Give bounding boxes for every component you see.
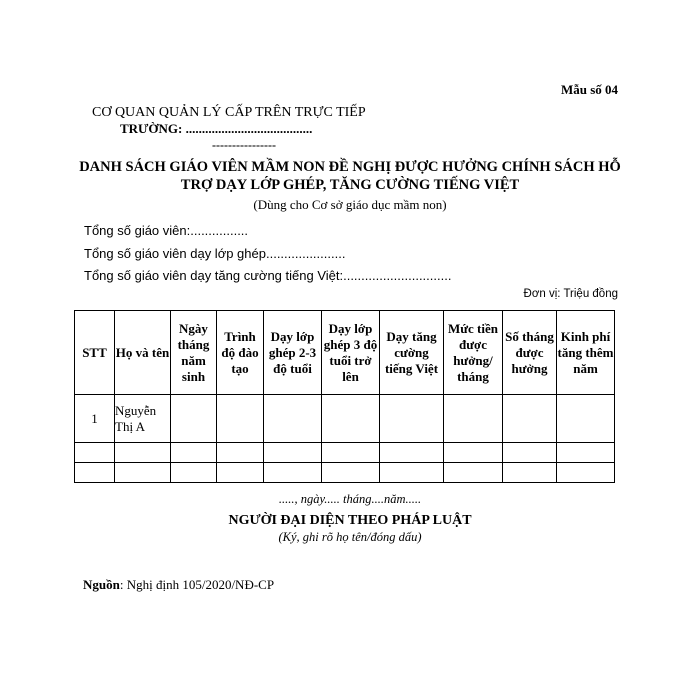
- vietnamese-teachers-line: Tổng số giáo viên dạy tăng cường tiếng Việt:..............................: [84, 268, 452, 283]
- cell-monthly-rate: [444, 395, 503, 443]
- header-birth-date: Ngày tháng năm sinh: [171, 311, 217, 395]
- cell-birth-date: [171, 463, 217, 483]
- cell-vietnamese-reinforcement: [380, 443, 444, 463]
- school-name-field: TRƯỜNG: .......................................: [120, 121, 313, 136]
- cell-stt: 1: [75, 395, 115, 443]
- source-text: : Nghị định 105/2020/NĐ-CP: [119, 577, 275, 592]
- form-number: Mẫu số 04: [560, 82, 618, 97]
- cell-monthly-rate: [444, 463, 503, 483]
- header-annual-funding: Kinh phí tăng thêm năm: [557, 311, 615, 395]
- header-monthly-rate: Mức tiền được hưởng/ tháng: [444, 311, 503, 395]
- header-divider: ----------------: [212, 138, 276, 152]
- cell-multigrade-3-plus: [322, 463, 380, 483]
- cell-multigrade-2-3: [264, 463, 322, 483]
- cell-multigrade-3-plus: [322, 443, 380, 463]
- header-multigrade-3-plus: Dạy lớp ghép 3 độ tuổi trở lên: [322, 311, 380, 395]
- source-citation: [83, 577, 274, 593]
- table-header-row: [75, 311, 615, 395]
- header-qualification: Trình độ đào tạo: [217, 311, 264, 395]
- cell-months: [503, 443, 557, 463]
- cell-qualification: [217, 463, 264, 483]
- cell-full-name: Nguyễn Thị A: [115, 395, 171, 443]
- cell-full-name: [115, 443, 171, 463]
- cell-monthly-rate: [444, 443, 503, 463]
- title-line-1: DANH SÁCH GIÁO VIÊN MẦM NON ĐỀ NGHỊ ĐƯỢC HƯỞNG CHÍNH SÁCH HỖ: [79, 159, 621, 175]
- table-row: [75, 463, 615, 483]
- document-title: [70, 158, 630, 194]
- date-line: ....., ngày..... tháng....năm.....: [278, 492, 422, 506]
- cell-annual-funding: [557, 443, 615, 463]
- header-vietnamese-reinforcement: Dạy tăng cường tiếng Việt: [380, 311, 444, 395]
- title-line-2: TRỢ DẠY LỚP GHÉP, TĂNG CƯỜNG TIẾNG VIỆT: [180, 177, 520, 193]
- table-row: [75, 395, 615, 443]
- cell-qualification: [217, 443, 264, 463]
- cell-annual-funding: [557, 395, 615, 443]
- currency-unit: Đơn vị: Triệu đồng: [523, 288, 618, 300]
- cell-annual-funding: [557, 463, 615, 483]
- signature-note: (Ký, ghi rõ họ tên/đóng dấu): [278, 530, 422, 544]
- cell-stt: [75, 443, 115, 463]
- header-stt: STT: [75, 311, 115, 395]
- cell-qualification: [217, 395, 264, 443]
- teacher-table: [74, 310, 615, 483]
- cell-birth-date: [171, 395, 217, 443]
- cell-full-name: [115, 463, 171, 483]
- header-full-name: Họ và tên: [115, 311, 171, 395]
- table-row: [75, 443, 615, 463]
- cell-multigrade-3-plus: [322, 395, 380, 443]
- cell-vietnamese-reinforcement: [380, 463, 444, 483]
- document-subtitle: (Dùng cho Cơ sở giáo dục mầm non): [253, 197, 447, 212]
- legal-representative-heading: NGƯỜI ĐẠI DIỆN THEO PHÁP LUẬT: [228, 513, 472, 528]
- cell-birth-date: [171, 443, 217, 463]
- cell-vietnamese-reinforcement: [380, 395, 444, 443]
- agency-name: CƠ QUAN QUẢN LÝ CẤP TRÊN TRỰC TIẾP: [92, 105, 366, 120]
- cell-months: [503, 463, 557, 483]
- cell-months: [503, 395, 557, 443]
- cell-multigrade-2-3: [264, 395, 322, 443]
- cell-stt: [75, 463, 115, 483]
- multigrade-teachers-line: Tổng số giáo viên dạy lớp ghép......................: [84, 246, 346, 261]
- header-multigrade-2-3: Dạy lớp ghép 2-3 độ tuổi: [264, 311, 322, 395]
- cell-multigrade-2-3: [264, 443, 322, 463]
- source-label: Nguồn: [83, 577, 120, 592]
- header-months: Số tháng được hưởng: [503, 311, 557, 395]
- total-teachers-line: Tổng số giáo viên:................: [84, 223, 249, 238]
